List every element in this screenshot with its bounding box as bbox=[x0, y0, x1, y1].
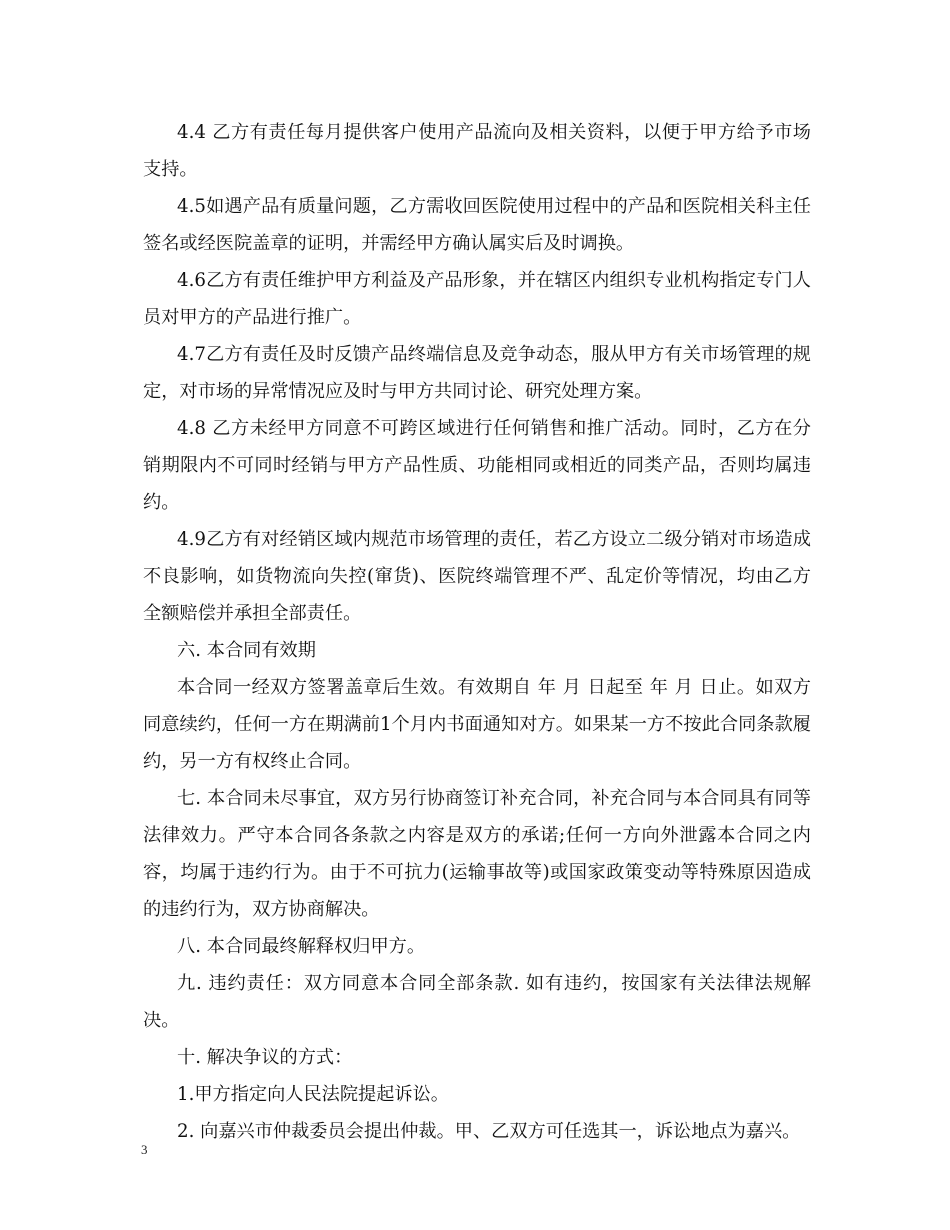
section-10-heading: 十. 解决争议的方式： bbox=[177, 1047, 353, 1068]
clause-4-8: 4.8 乙方未经甲方同意不可跨区域进行任何销售和推广活动。同时，乙方在分销期限内不可同时经销与甲方产品性质、功能相同或相近的同类产品，否则均属违约。 bbox=[143, 418, 811, 513]
section-6-body: 本合同一经双方签署盖章后生效。有效期自 年 月 日起至 年 月 日止。如双方同意续约，任何一方在期满前1个月内书面通知对方。如果某一方不按此合同条款履约，另一方有权终止合同。 bbox=[143, 677, 811, 772]
clause-4-4: 4.4 乙方有责任每月提供客户使用产品流向及相关资料，以便于甲方给予市场支持。 bbox=[143, 122, 811, 180]
section-9: 九. 违约责任：双方同意本合同全部条款. 如有违约，按国家有关法律法规解决。 bbox=[143, 973, 811, 1031]
section-6-heading: 六. 本合同有效期 bbox=[177, 640, 316, 661]
clause-4-6: 4.6乙方有责任维护甲方利益及产品形象，并在辖区内组织专业机构指定专门人员对甲方的产品进行推广。 bbox=[143, 270, 811, 328]
clause-4-7: 4.7乙方有责任及时反馈产品终端信息及竞争动态，服从甲方有关市场管理的规定，对市场的异常情况应及时与甲方共同讨论、研究处理方案。 bbox=[143, 344, 811, 402]
dispute-option-1: 1.甲方指定向人民法院提起诉讼。 bbox=[177, 1084, 449, 1105]
page-number: 3 bbox=[141, 1142, 148, 1157]
clause-4-5: 4.5如遇产品有质量问题，乙方需收回医院使用过程中的产品和医院相关科主任签名或经医院盖章的证明，并需经甲方确认属实后及时调换。 bbox=[143, 196, 811, 254]
clause-4-9: 4.9乙方有对经销区域内规范市场管理的责任，若乙方设立二级分销对市场造成不良影响，如货物流向失控(窜货)、医院终端管理不严、乱定价等情况，均由乙方全额赔偿并承担全部责任。 bbox=[143, 529, 811, 624]
section-8: 八. 本合同最终解释权归甲方。 bbox=[177, 936, 426, 957]
dispute-option-2: 2. 向嘉兴市仲裁委员会提出仲裁。甲、乙双方可任选其一，诉讼地点为嘉兴。 bbox=[177, 1121, 801, 1142]
section-7: 七. 本合同未尽事宜，双方另行协商签订补充合同，补充合同与本合同具有同等法律效力。严守本合同各条款之内容是双方的承诺;任何一方向外泄露本合同之内容，均属于违约行为。由于不可抗力(运输事故等)或国家政策变动等特殊原因造成的违约行为，双方协商解决。 bbox=[143, 788, 811, 920]
document-body bbox=[143, 114, 811, 1150]
